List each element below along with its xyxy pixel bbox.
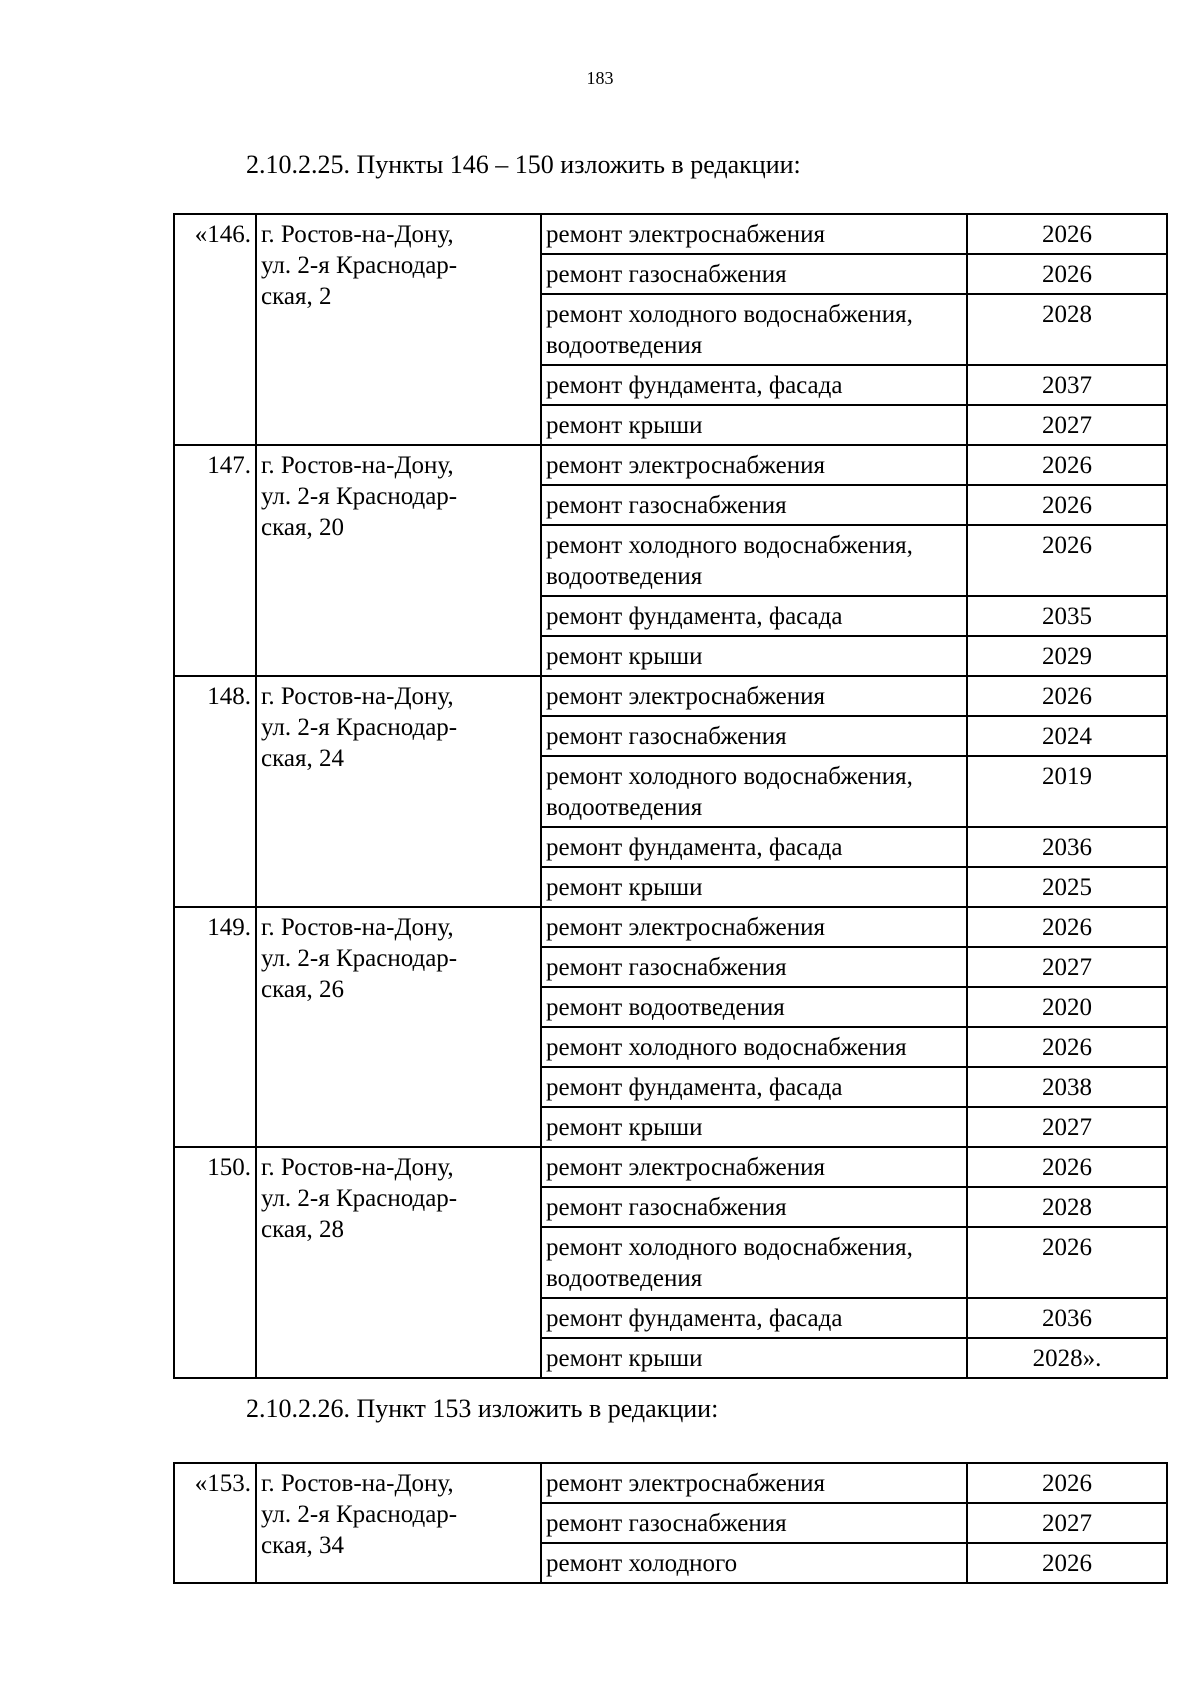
table-body [174,1463,1167,1583]
work-year: 2028 [967,294,1167,365]
address-line: ская, 2 [261,283,332,310]
work-type: ремонт электроснабжения [541,907,967,947]
work-year: 2019 [967,756,1167,827]
work-year: 2027 [967,947,1167,987]
address-line: г. Ростов-на-Дону, [261,221,454,248]
work-type: ремонт водоотведения [541,987,967,1027]
table-row [174,1147,1167,1187]
address-line: ул. 2-я Краснодар- [261,714,458,741]
work-type: ремонт холодного водоснабжения, водоотведения [541,756,967,827]
work-type: ремонт крыши [541,867,967,907]
address-cell [256,214,541,445]
work-type: ремонт фундамента, фасада [541,596,967,636]
address-line: ская, 34 [261,1532,344,1559]
work-type: ремонт крыши [541,1107,967,1147]
work-year: 2026 [967,485,1167,525]
work-year: 2026 [967,525,1167,596]
address-line: ская, 20 [261,514,344,541]
work-year: 2036 [967,1298,1167,1338]
work-type: ремонт газоснабжения [541,1503,967,1543]
address-cell [256,907,541,1147]
table-body [174,214,1167,1378]
table-row [174,214,1167,254]
address-line: г. Ростов-на-Дону, [261,914,454,941]
address-line: ул. 2-я Краснодар- [261,483,458,510]
work-year: 2026 [967,214,1167,254]
work-type: ремонт холодного водоснабжения [541,1027,967,1067]
item-number: 149. [174,907,256,1147]
section-heading-2-10-2-26: 2.10.2.26. Пункт 153 изложить в редакции: [246,1394,719,1423]
address-line: г. Ростов-на-Дону, [261,1470,454,1497]
work-year: 2028». [967,1338,1167,1378]
work-type: ремонт крыши [541,1338,967,1378]
work-year: 2026 [967,1027,1167,1067]
address-line: ская, 24 [261,745,344,772]
item-number: «146. [174,214,256,445]
work-year: 2038 [967,1067,1167,1107]
table-row [174,676,1167,716]
table-row [174,445,1167,485]
work-type: ремонт электроснабжения [541,676,967,716]
work-year: 2020 [967,987,1167,1027]
page-number: 183 [586,68,614,88]
work-type: ремонт газоснабжения [541,947,967,987]
work-year: 2024 [967,716,1167,756]
work-type: ремонт фундамента, фасада [541,1298,967,1338]
work-year: 2026 [967,907,1167,947]
work-year: 2028 [967,1187,1167,1227]
work-year: 2026 [967,1543,1167,1583]
address-line: г. Ростов-на-Дону, [261,452,454,479]
address-line: ская, 28 [261,1216,344,1243]
repair-schedule-table-153 [173,1462,1168,1584]
address-line: ул. 2-я Краснодар- [261,1185,458,1212]
work-year: 2036 [967,827,1167,867]
item-number: 150. [174,1147,256,1378]
work-year: 2026 [967,1463,1167,1503]
work-type: ремонт крыши [541,405,967,445]
work-type: ремонт газоснабжения [541,485,967,525]
work-type: ремонт холодного [541,1543,967,1583]
work-type: ремонт электроснабжения [541,1463,967,1503]
address-cell [256,445,541,676]
work-year: 2026 [967,445,1167,485]
work-type: ремонт газоснабжения [541,1187,967,1227]
work-type: ремонт крыши [541,636,967,676]
work-year: 2027 [967,405,1167,445]
work-year: 2029 [967,636,1167,676]
item-number: «153. [174,1463,256,1583]
work-year: 2037 [967,365,1167,405]
work-year: 2026 [967,676,1167,716]
work-type: ремонт холодного водоснабжения, водоотведения [541,294,967,365]
table-row [174,1463,1167,1503]
work-year: 2035 [967,596,1167,636]
address-line: ул. 2-я Краснодар- [261,1501,458,1528]
work-type: ремонт электроснабжения [541,1147,967,1187]
work-year: 2026 [967,254,1167,294]
work-year: 2026 [967,1147,1167,1187]
work-type: ремонт холодного водоснабжения, водоотведения [541,1227,967,1298]
address-cell [256,1147,541,1378]
section-heading-2-10-2-25: 2.10.2.25. Пункты 146 – 150 изложить в редакции: [246,150,801,179]
address-line: ул. 2-я Краснодар- [261,252,458,279]
work-type: ремонт газоснабжения [541,254,967,294]
work-type: ремонт электроснабжения [541,445,967,485]
item-number: 147. [174,445,256,676]
work-type: ремонт фундамента, фасада [541,827,967,867]
work-year: 2025 [967,867,1167,907]
work-type: ремонт фундамента, фасада [541,1067,967,1107]
address-line: г. Ростов-на-Дону, [261,683,454,710]
work-type: ремонт фундамента, фасада [541,365,967,405]
address-line: ул. 2-я Краснодар- [261,945,458,972]
address-cell [256,1463,541,1583]
work-year: 2027 [967,1107,1167,1147]
table-row [174,907,1167,947]
work-year: 2027 [967,1503,1167,1543]
work-type: ремонт холодного водоснабжения, водоотведения [541,525,967,596]
work-year: 2026 [967,1227,1167,1298]
work-type: ремонт газоснабжения [541,716,967,756]
address-line: г. Ростов-на-Дону, [261,1154,454,1181]
repair-schedule-table-146-150 [173,213,1168,1379]
item-number: 148. [174,676,256,907]
address-cell [256,676,541,907]
address-line: ская, 26 [261,976,344,1003]
work-type: ремонт электроснабжения [541,214,967,254]
